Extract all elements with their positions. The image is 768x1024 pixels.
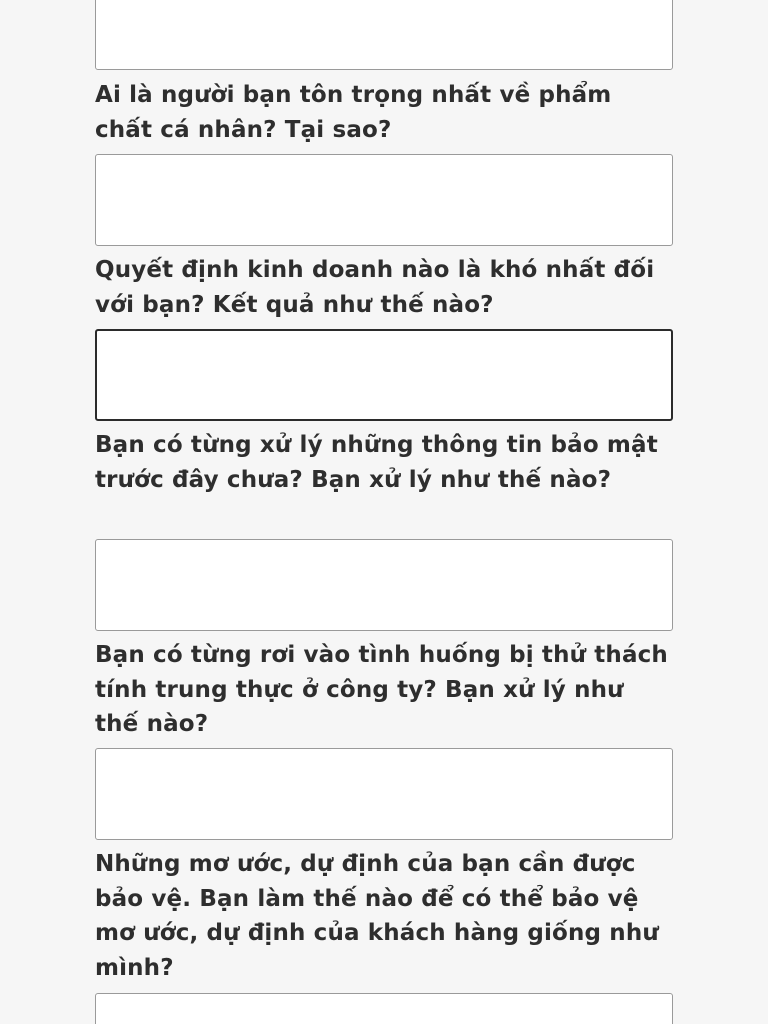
question-label-4: Bạn có từng rơi vào tình huống bị thử thách tính trung thực ở công ty? Bạn xử lý như thế nào? xyxy=(95,642,668,737)
answer-field-5[interactable] xyxy=(95,993,673,1024)
question-label-3: Bạn có từng xử lý những thông tin bảo mật trước đây chưa? Bạn xử lý như thế nào? xyxy=(95,432,658,493)
answer-field-3[interactable] xyxy=(95,539,673,631)
question-label-5: Những mơ ước, dự định của bạn cần được bảo vệ. Bạn làm thế nào để có thể bảo vệ mơ ước, dự định của khách hàng giống như mình? xyxy=(95,851,659,981)
answer-field-previous[interactable] xyxy=(95,0,673,70)
question-label-2: Quyết định kinh doanh nào là khó nhất đối với bạn? Kết quả như thế nào? xyxy=(95,257,655,318)
question-label-1: Ai là người bạn tôn trọng nhất về phẩm chất cá nhân? Tại sao? xyxy=(95,82,612,143)
answer-field-2[interactable] xyxy=(95,329,673,421)
answer-field-4[interactable] xyxy=(95,748,673,840)
answer-field-1[interactable] xyxy=(95,154,673,246)
